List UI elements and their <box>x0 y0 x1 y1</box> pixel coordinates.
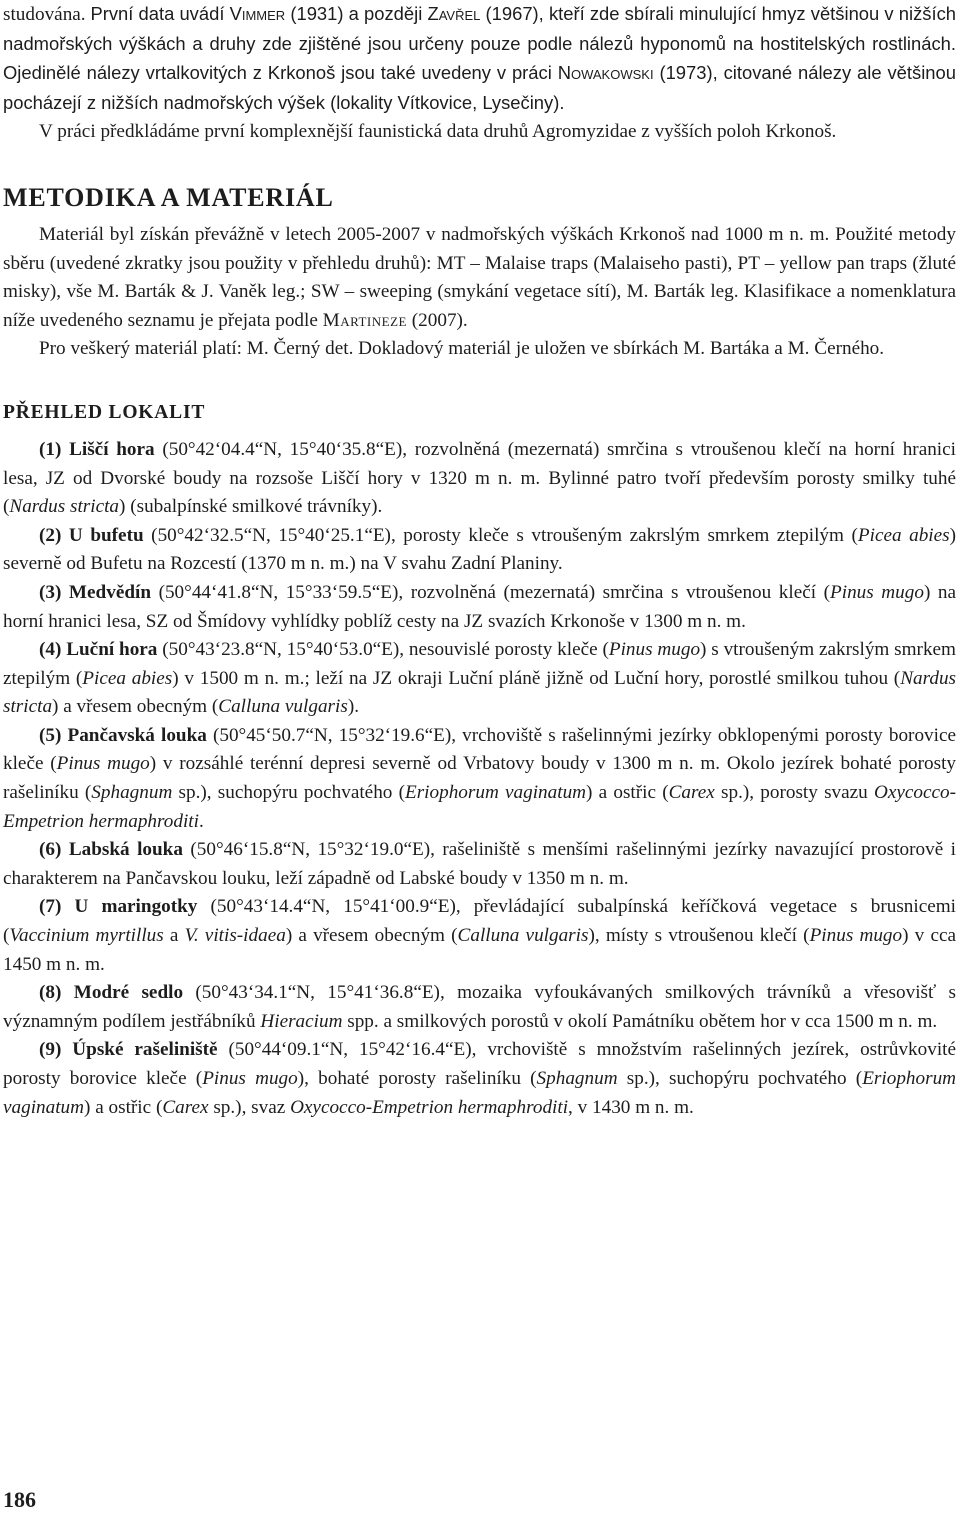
taxon-name: Pinus mugo <box>608 639 701 661</box>
text-run: (50°44‘09.1“N, 15°42‘16.4“E), vrchoviště s množstvím rašelinných jezírek, ostrůvkovité porosty borovice kleče ( <box>3 1039 957 1089</box>
text-run: ) a ostřic ( <box>84 1096 163 1118</box>
page-body <box>3 0 956 1122</box>
text-run: ) v rozsáhlé terénní depresi severně od Vrbatovy boudy v 1300 m n. m. Okolo jezírek bohaté porosty rašeliníku ( <box>3 753 957 804</box>
taxon-name: Vaccinium myrtillus <box>9 925 164 947</box>
text-run: ) v cca 1450 m n. m. <box>3 925 956 975</box>
text-run: (50°45‘50.7“N, 15°32‘19.6“E), vrchoviště s rašelinnými jezírky obklopenými porosty borovice kleče ( <box>3 724 956 775</box>
method-paragraph-2: Pro veškerý materiál platí: M. Černý det. Dokladový materiál je uložen ve sbírkách M. Bartáka a M. Černého. <box>39 338 885 360</box>
text-run: (50°42‘04.4“N, 15°40‘35.8“E), rozvolněná (mezernatá) smrčina s vtroušenou klečí na horní hranici lesa, JZ od Dvorské boudy na rozsoše Liščí hory v 1320 m n. m. Bylinné patro tvoří především porosty smilky tuhé ( <box>3 438 956 518</box>
taxon-name: Eriophorum vaginatum <box>3 1068 957 1118</box>
text-run: sp.), svaz <box>208 1096 291 1118</box>
taxon-name: Picea abies <box>82 667 173 689</box>
text-run: ), bohaté porosty rašeliníku ( <box>297 1068 537 1089</box>
taxon-name: Calluna vulgaris <box>457 925 589 947</box>
site-label: (6) Labská louka <box>39 839 183 861</box>
syntaxon-name: Oxycocco-Empetrion hermaphroditi <box>3 782 956 832</box>
section-heading-sites: PŘEHLED LOKALIT <box>3 401 206 423</box>
text-run-sans: První data uvádí <box>90 3 230 24</box>
author-martinez: Martineze <box>322 309 407 331</box>
text-run-sans: (1967), kteří zde sbírali minulující hmyz většinou v nižších nadmořských výškách a druhy zde zjištěné jsou určeny pouze podle nálezů hyponomů na hostitelských rostlinách. <box>3 3 956 54</box>
text-run: (50°43‘23.8“N, 15°40‘53.0“E), nesouvislé porosty kleče ( <box>157 639 609 661</box>
text-run: , v 1430 m n. m. <box>568 1096 694 1118</box>
taxon-name: Pinus mugo <box>809 925 903 947</box>
site-entry-6 <box>3 836 956 893</box>
text-run: ) a ostřic ( <box>586 782 669 804</box>
site-entry-3 <box>3 579 956 636</box>
taxon-name: Hieracium <box>260 1010 343 1032</box>
site-label: (5) Pančavská louka <box>39 724 207 746</box>
text-run: ) v 1500 m n. m.; leží na JZ okraji Luční pláně jižně od Luční hory, porostlé smilkou tuhou ( <box>172 667 901 689</box>
text-run: (50°46‘15.8“N, 15°32‘19.0“E), rašeliniště s menšími rašelinnými jezírky navazující prostorově i charakterem na Pančavskou louku, leží západně od Labské boudy v 1350 m n. m. <box>3 839 957 889</box>
text-run: sp.), suchopýru pochvatého ( <box>617 1068 863 1089</box>
site-label: (9) Úpské rašeliniště <box>39 1039 218 1061</box>
text-run: ) s vtroušeným zakrslým smrkem ztepilým ( <box>3 639 956 689</box>
text-run: ). <box>347 696 359 718</box>
site-entry-2 <box>3 522 956 579</box>
intro-paragraph-1 <box>3 0 956 118</box>
text-run: a <box>163 925 185 947</box>
page-number: 186 <box>3 1487 36 1512</box>
site-entry-7 <box>3 893 956 979</box>
taxon-name: Nardus stricta <box>3 667 957 718</box>
text-run: (2007). <box>406 309 468 331</box>
text-run: ), místy s vtroušenou klečí ( <box>588 925 810 947</box>
taxon-name: Pinus mugo <box>202 1068 298 1089</box>
text-run: (50°44‘41.8“N, 15°33‘59.5“E), rozvolněná (mezernatá) smrčina s vtroušenou klečí ( <box>151 581 831 603</box>
site-label: (3) Medvědín <box>39 581 152 603</box>
site-entry-4 <box>3 636 956 722</box>
text-run: ) a vřesem obecným ( <box>285 925 458 947</box>
site-entry-8 <box>3 979 956 1036</box>
site-label: (8) Modré sedlo <box>39 982 184 1004</box>
taxon-name: Eriophorum vaginatum <box>404 782 587 804</box>
syntaxon-name: Oxycocco-Empetrion hermaphroditi <box>290 1096 569 1118</box>
text-run: (50°43‘34.1“N, 15°41‘36.8“E), mozaika vyfoukávaných smilkových trávníků a vřesovišť s významným podílem jestřábníků <box>3 982 956 1032</box>
taxon-name: Nardus stricta <box>9 496 120 518</box>
site-entry-9 <box>3 1036 956 1122</box>
method-paragraph-1 <box>3 221 956 335</box>
text-run: (50°42‘32.5“N, 15°40‘25.1“E), porosty kleče s vtroušeným zakrslým smrkem ztepilým ( <box>143 524 858 546</box>
site-label: (7) U maringotky <box>39 896 198 918</box>
text-run: ) severně od Bufetu na Rozcestí (1370 m n. m.) na V svahu Zadní Planiny. <box>3 524 957 575</box>
taxon-name: Pinus mugo <box>830 581 924 603</box>
taxon-name: Sphagnum <box>91 782 173 804</box>
taxon-name: Picea abies <box>857 524 950 546</box>
site-label: (1) Liščí hora <box>39 438 155 460</box>
intro-paragraph-2: V práci předkládáme první komplexnější faunistická data druhů Agromyzidae z vyšších poloh Krkonoš. <box>39 121 837 143</box>
text-run: ) a vřesem obecným ( <box>52 696 219 718</box>
taxon-name: Sphagnum <box>536 1068 618 1089</box>
text-run: spp. a smilkových porostů v okolí Památníku obětem hor v cca 1500 m n. m. <box>342 1010 938 1032</box>
site-entry-5 <box>3 722 956 836</box>
taxon-name: Carex <box>668 782 715 804</box>
taxon-name: V. vitis-idaea <box>184 925 286 947</box>
taxon-name: Carex <box>162 1096 209 1118</box>
text-run: Materiál byl získán převážně v letech 2005-2007 v nadmořských výškách Krkonoš nad 1000 m n. m. Použité metody sběru (uvedené zkratky jsou použity v přehledu druhů): MT – Malaise traps (Malaiseho pasti), PT – yellow pan traps (žluté misky), vše M. Barták & J. Vaněk leg.; SW – sweeping (smykání vegetace sítí), M. Barták leg. Klasifikace a nomenklatura níže uvedeného seznamu je přejata podle <box>3 223 956 331</box>
text-run: sp.), suchopýru pochvatého ( <box>172 782 405 804</box>
site-label: (2) U bufetu <box>39 524 144 546</box>
text-run-sans: (1931) a později <box>285 3 428 24</box>
site-entry-1 <box>3 436 956 522</box>
text-run: sp.), porosty svazu <box>714 782 874 804</box>
text-run: ) na horní hranici lesa, SZ od Šmídovy vyhlídky poblíž cesty na JZ svazích Krkonoše v 1300 m n. m. <box>3 581 956 632</box>
taxon-name: Calluna vulgaris <box>218 696 348 718</box>
text-run: ) (subalpínské smilkové trávníky). <box>119 496 383 518</box>
author-zavrel: Zavřel <box>427 3 481 24</box>
author-nowakowski: Nowakowski <box>557 62 654 84</box>
text-run: . <box>198 810 204 832</box>
author-vimmer: Vimmer <box>229 3 286 24</box>
site-label: (4) Luční hora <box>39 639 158 661</box>
text-run-sans: Ojedinělé nálezy vrtalkovitých z Krkonoš jsou také uvedeny v práci <box>3 62 558 84</box>
section-heading-methodology: METODIKA A MATERIÁL <box>3 182 334 212</box>
text-run: studována. <box>3 4 91 25</box>
text-run: (50°43‘14.4“N, 15°41‘00.9“E), převládající subalpínská keříčková vegetace s brusnicemi ( <box>3 896 956 947</box>
text-run-sans: (1973), citované nálezy ale většinou pocházejí z nižších nadmořských výšek (lokality Vítkovice, Lysečiny). <box>3 62 956 113</box>
taxon-name: Pinus mugo <box>56 753 150 775</box>
